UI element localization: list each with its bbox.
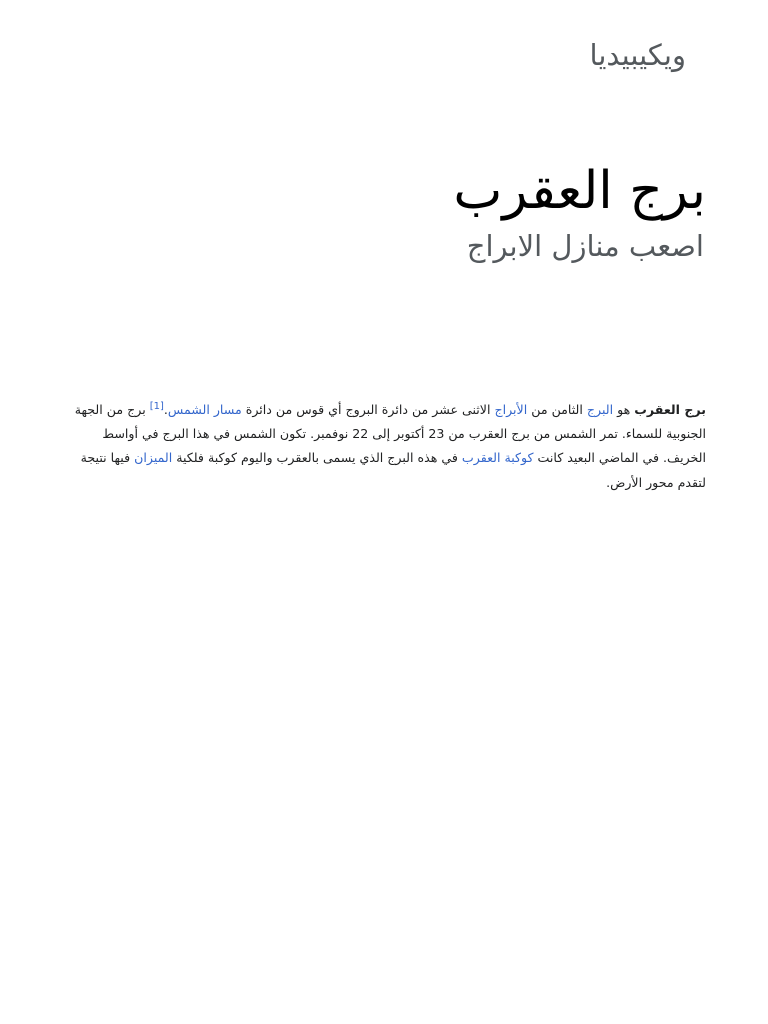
- lead-text-4: .: [163, 402, 168, 417]
- link-libra[interactable]: الميزان: [134, 450, 173, 466]
- lead-text-6: في هذه البرج الذي يسمى بالعقرب واليوم كوكبة فلكية: [172, 450, 462, 466]
- lead-text-2: الثامن من: [527, 402, 587, 417]
- link-ecliptic[interactable]: مسار الشمس: [167, 402, 242, 417]
- link-burj[interactable]: البرج: [586, 402, 614, 417]
- lead-text-7: فيها نتيجة لتقدم محور الأرض.: [80, 450, 706, 490]
- lead-text-3: الاثنى عشر من دائرة البروج أي قوس من دائرة: [241, 402, 495, 417]
- lead-text-5: برج من الجهة الجنوبية للسماء. تمر الشمس من برج العقرب من 23 أكتوبر إلى 22 نوفمبر. تكون الشمس في هذا البرج في أواسط الخريف. في الماضي البعيد كانت: [74, 402, 706, 466]
- link-scorpius-constellation[interactable]: كوكبة العقرب: [461, 450, 534, 466]
- lead-paragraph: [64, 398, 706, 495]
- lead-text-1: هو: [613, 402, 635, 417]
- bold-term: برج العقرب: [634, 402, 706, 417]
- page-title: برج العقرب: [453, 161, 706, 221]
- page-subtitle: اصعب منازل الابراج: [466, 229, 704, 263]
- site-logo-wordmark[interactable]: ويكيبيديا: [589, 38, 686, 72]
- link-abraj[interactable]: الأبراج: [494, 402, 528, 417]
- reference-1[interactable]: [1]: [149, 400, 164, 412]
